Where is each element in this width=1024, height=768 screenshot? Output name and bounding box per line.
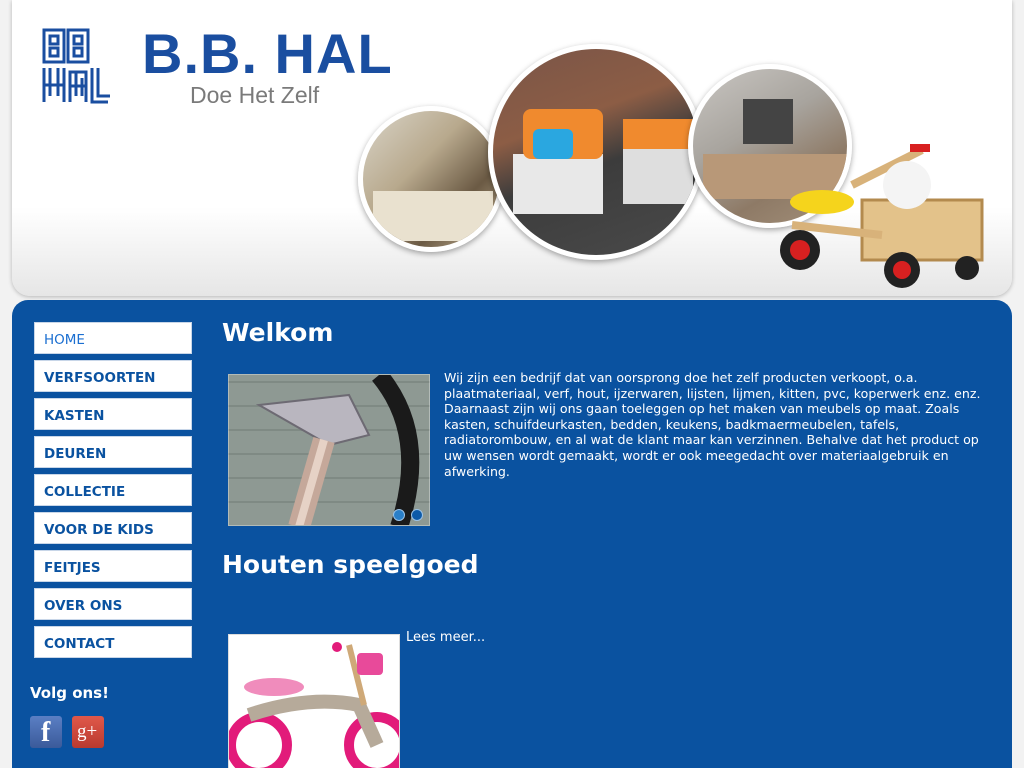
google-plus-icon[interactable] bbox=[72, 716, 104, 748]
follow-us-heading: Volg ons! bbox=[30, 684, 109, 702]
nav-item-kasten[interactable]: KASTEN bbox=[32, 396, 194, 432]
google-plus-glyph: g+ bbox=[77, 721, 98, 742]
balance-bike-image[interactable] bbox=[228, 634, 400, 768]
facebook-icon[interactable] bbox=[30, 716, 62, 748]
toys-heading: Houten speelgoed bbox=[222, 550, 479, 579]
nav-item-over-ons[interactable]: OVER ONS bbox=[32, 586, 194, 622]
nav-item-feitjes[interactable]: FEITJES bbox=[32, 548, 194, 584]
wooden-cargo-bike-image bbox=[772, 140, 1002, 290]
nav-item-contact[interactable]: CONTACT bbox=[32, 624, 194, 660]
nav-item-home[interactable]: HOME bbox=[32, 320, 194, 356]
hammer-slideshow-image bbox=[228, 374, 430, 526]
nav-item-collectie[interactable]: COLLECTIE bbox=[32, 472, 194, 508]
balance-bike-illustration bbox=[229, 635, 400, 768]
nav-item-deuren[interactable]: DEUREN bbox=[32, 434, 194, 470]
site-header bbox=[12, 0, 1012, 296]
facebook-glyph: f bbox=[41, 717, 51, 748]
logo-mark-icon[interactable] bbox=[42, 28, 138, 104]
logo-title[interactable]: B.B. HAL bbox=[142, 22, 393, 85]
slide-dot[interactable] bbox=[393, 509, 405, 521]
welcome-text: Wij zijn een bedrijf dat van oorsprong doe het zelf producten verkoopt, o.a. plaatmateriaal, verf, hout, ijzerwaren, lijsten, lijmen, kitten, pvc, koperwerk enz. enz. Daarnaast zijn wij ons gaan toeleggen op het maken van meubels op maat. Zoals kasten, schuifdeurkasten, bedden, keukens, badkmaermeubelen, tafels, radiatorombouw, en al wat de klant maar kan verzinnen. Behalve dat het product op uw wensen wordt gemaakt, wordt er ook meegedacht over materiaalgebruik en afwerking. bbox=[444, 370, 981, 479]
nav-item-voor-de-kids[interactable]: VOOR DE KIDS bbox=[32, 510, 194, 546]
kitchen-photo bbox=[358, 106, 504, 252]
read-more-link[interactable]: Lees meer... bbox=[406, 630, 486, 645]
main-panel bbox=[12, 300, 1012, 768]
main-nav bbox=[32, 320, 194, 662]
logo-subtitle: Doe Het Zelf bbox=[190, 82, 320, 108]
nav-item-verfsoorten[interactable]: VERFSOORTEN bbox=[32, 358, 194, 394]
slide-dot[interactable] bbox=[411, 509, 423, 521]
hammer-illustration bbox=[229, 375, 430, 526]
garden-furniture-photo bbox=[488, 44, 704, 260]
slideshow-dots bbox=[393, 509, 423, 521]
welcome-heading: Welkom bbox=[222, 318, 334, 347]
